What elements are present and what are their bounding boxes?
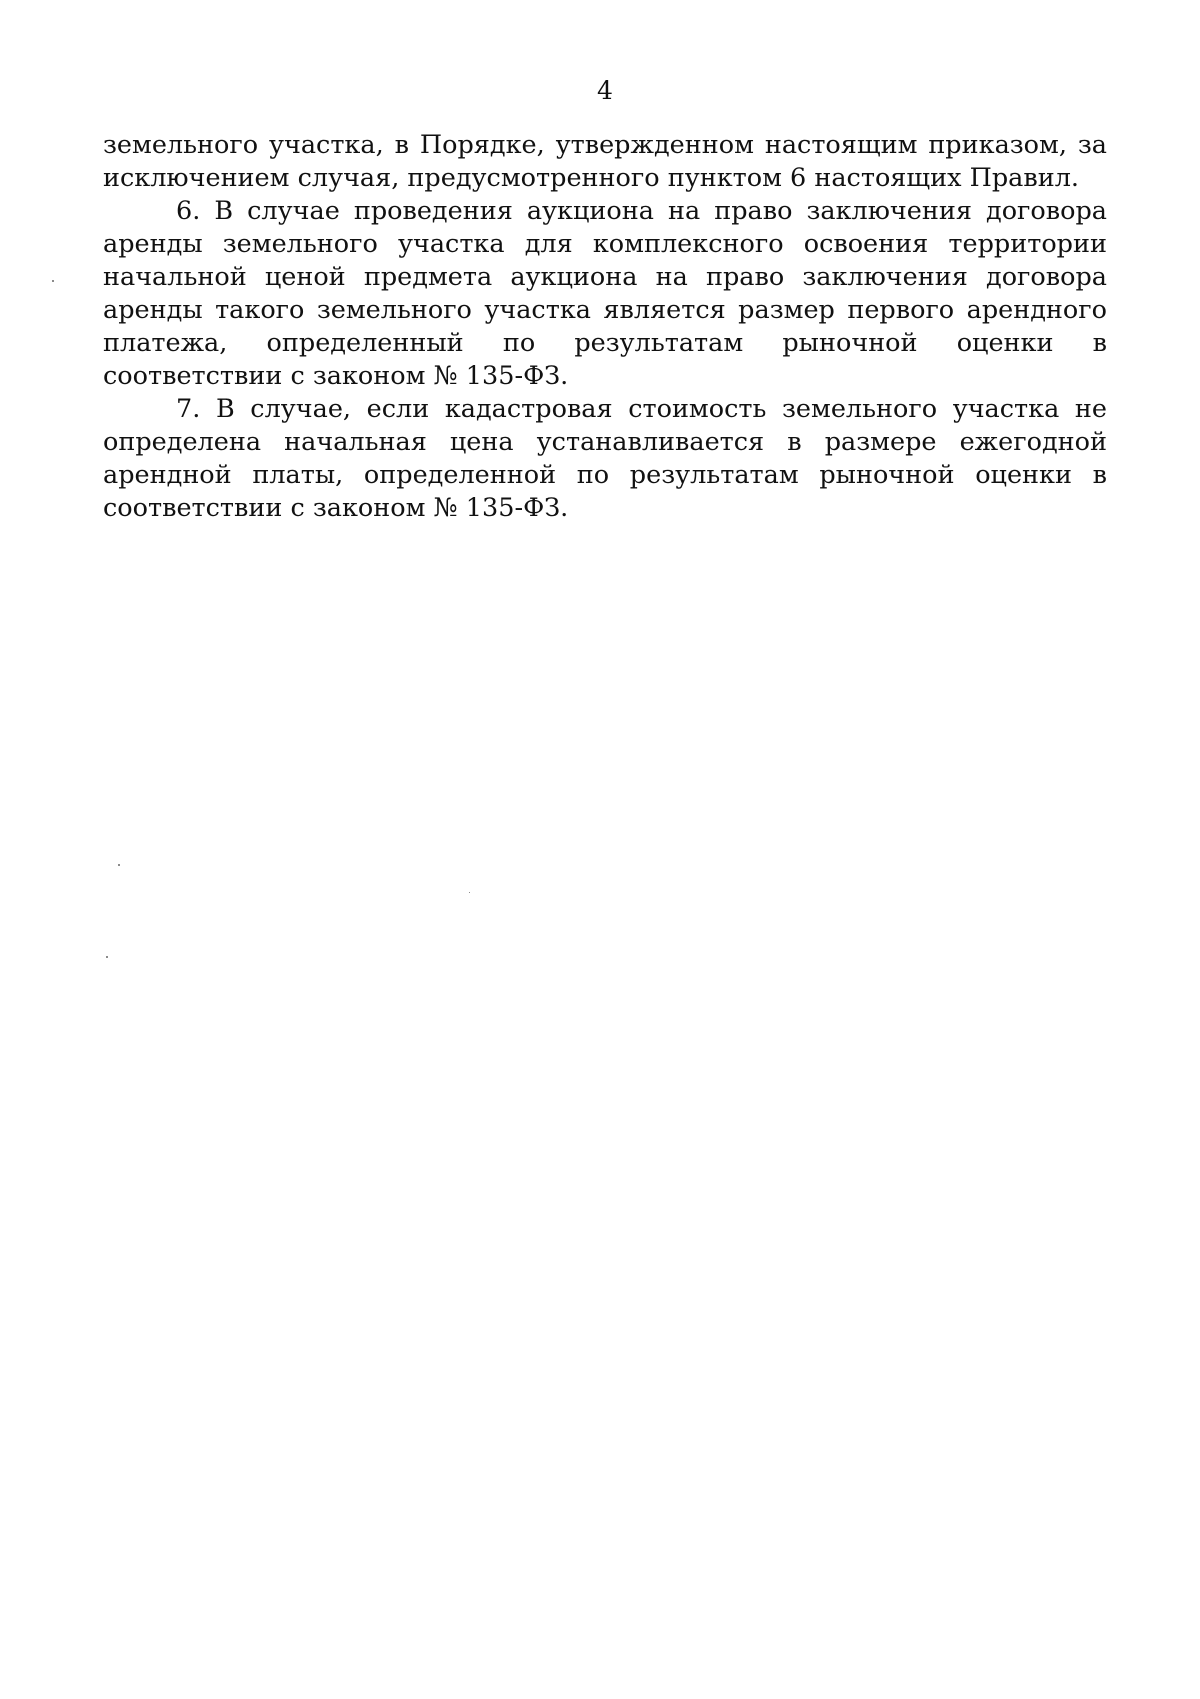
document-body	[103, 129, 1107, 525]
scan-speck	[469, 892, 470, 893]
scan-speck	[52, 280, 54, 282]
paragraph-item-7: 7. В случае, если кадастровая стоимость земельного участка не определена начальная цена устанавливается в размере ежегодной арендной платы, определенной по результатам рыночной оценки в соответствии с законом № 135-ФЗ.	[103, 394, 1107, 523]
paragraph-item-6: 6. В случае проведения аукциона на право заключения договора аренды земельного участка для комплексного освоения территории начальной ценой предмета аукциона на право заключения договора аренды такого земельного участка является размер первого арендного платежа, определенный по результатам рыночной оценки в соответствии с законом № 135-ФЗ.	[103, 196, 1107, 391]
paragraph-continuation: земельного участка, в Порядке, утвержденном настоящим приказом, за исключением случая, предусмотренного пунктом 6 настоящих Правил.	[103, 130, 1107, 193]
page-number: 4	[597, 76, 613, 105]
scan-speck	[118, 864, 120, 866]
scan-speck	[106, 956, 108, 958]
